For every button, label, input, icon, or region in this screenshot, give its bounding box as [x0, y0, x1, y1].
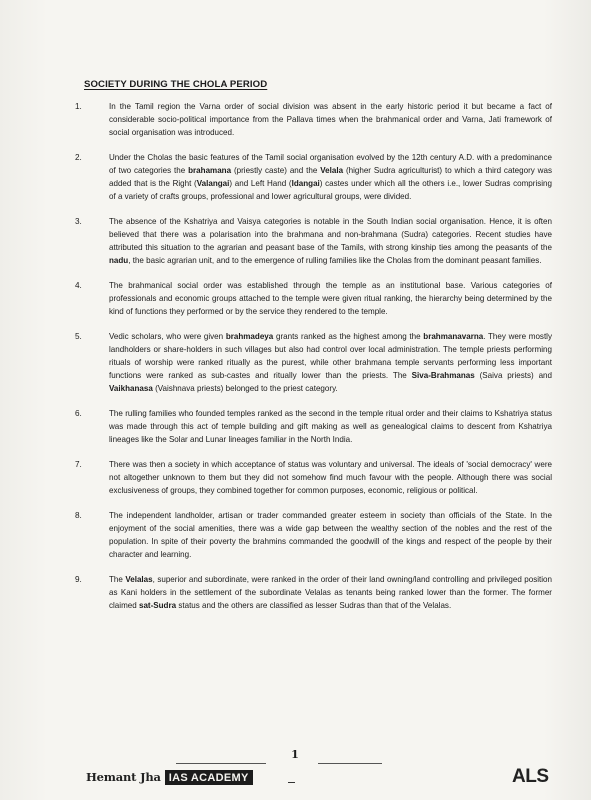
bold-term: sat-Sudra: [138, 601, 177, 610]
text-run: The independent landholder, artisan or trader commanded greater esteem in society than officials of the State. In the enjoyment of the social amenities, there was a wide gap between the wealthy section of the nobles and the rest of the population. In spite of their poverty the brahmins commanded the goodwill of the kings and respect of the people by their character and learning.: [109, 511, 552, 559]
text-run: Under the Cholas the basic features of the Tamil social organisation evolved by the 12th century A.D. with a predominance of two categories the: [109, 153, 552, 175]
page-title: SOCIETY DURING THE CHOLA PERIOD: [84, 79, 268, 90]
list-item: [72, 151, 552, 203]
item-number: 7.: [75, 460, 82, 469]
item-number: 8.: [75, 511, 82, 520]
item-number: 4.: [75, 281, 82, 290]
bold-term: Valangai: [196, 179, 230, 188]
item-text: [109, 281, 552, 316]
item-text: [109, 217, 552, 265]
text-run: The brahmanical social order was established through the temple as an institutional base. Various categories of professionals and economic groups attached to the temple were given ritual ranking, the hierarchy being determined by the kind of functions they performed or by the service they rendered to the temple.: [109, 281, 552, 316]
item-text: [109, 409, 552, 444]
bold-term: Velalas: [125, 575, 153, 584]
text-run: In the Tamil region the Varna order of social division was absent in the early historic period it but became a fact of considerable socio-political importance from the Pallava times when the brahmanical order and Varna, Jati framework of social organisation was introduced.: [109, 102, 552, 137]
item-text: [109, 102, 552, 137]
text-run: The: [109, 575, 126, 584]
list-item: [72, 509, 552, 561]
item-number: 1.: [75, 102, 82, 111]
bold-term: Siva-Brahmanas: [411, 371, 475, 380]
logo-box-text: IAS ACADEMY: [165, 770, 253, 785]
text-run: There was then a society in which acceptance of status was voluntary and universal. The ideals of 'social democracy' were not altogether unknown to them but they did not somehow find much favour with the people. Although there was social exclusiveness of groups, they combined together for common purposes, economic, religious or political.: [109, 460, 552, 495]
text-run: ) and Left Hand (: [229, 179, 292, 188]
item-number: 3.: [75, 217, 82, 226]
page-number: 1: [291, 748, 299, 761]
item-text: [109, 575, 552, 610]
text-run: grants ranked as the highest among the: [273, 332, 424, 341]
text-run: The rulling families who founded temples ranked as the second in the temple ritual order and their claims to Kshatriya status was made through this act of temple building and gift making as well as genealogical claims to descent from Kshatriya lineages like the Solar and Lunar lineages familiar in the North India.: [109, 409, 552, 444]
item-text: [109, 332, 552, 393]
text-run: (higher Sudra agriculturist) to which a third category was added that is the Right (: [109, 166, 552, 188]
text-run: ) castes under which all the others i.e., lower Sudras comprising of a variety of crafts groups, professional and lower agricultural groups, were divided.: [109, 179, 552, 201]
bold-term: Idangai: [291, 179, 320, 188]
item-number: 9.: [75, 575, 82, 584]
bold-term: brahamana: [188, 166, 232, 175]
list-item: [72, 100, 552, 139]
logo-name-text: Hemant Jha: [86, 770, 161, 784]
item-text: [109, 153, 552, 201]
bold-term: brahmadeya: [225, 332, 274, 341]
numbered-list: [72, 100, 552, 624]
bold-term: Velala: [320, 166, 344, 175]
footer-rule-left: [176, 763, 266, 764]
list-item: [72, 458, 552, 497]
footer-rule-right: [318, 763, 382, 764]
bold-term: brahmanavarna: [423, 332, 484, 341]
bold-term: Vaikhanasa: [109, 384, 153, 393]
item-text: [109, 511, 552, 559]
item-number: 6.: [75, 409, 82, 418]
text-run: , superior and subordinate, were ranked in the order of their land owning/land controlling and privileged position as Kani holders in the settlement of the subordinate Velalas as tenants being ranked lower than the former. The former claimed: [109, 575, 552, 610]
item-text: [109, 460, 552, 495]
list-item: [72, 215, 552, 267]
academy-logo: [86, 768, 253, 786]
item-number: 2.: [75, 153, 82, 162]
text-run: status and the others are classified as lesser Sudras than that of the Velalas.: [176, 601, 452, 610]
item-number: 5.: [75, 332, 82, 341]
list-item: [72, 573, 552, 612]
bold-term: nadu: [109, 256, 129, 265]
text-run: Vedic scholars, who were given: [109, 332, 226, 341]
als-brand-logo: ALS: [512, 766, 549, 787]
list-item: [72, 279, 552, 318]
list-item: [72, 330, 552, 395]
text-run: (priestly caste) and the: [231, 166, 321, 175]
text-run: The absence of the Kshatriya and Vaisya categories is notable in the South Indian social organisation. Hence, it is often believed that there was a polarisation into the brahmana and non-brahmana (Sudra) categories. Recent studies have attributed this situation to the agrarian and peasant base of the Tamils, with strong kinship ties among the peasants of the: [109, 217, 552, 252]
text-run: . They were mostly landholders or share-holders in such villages but also had control over local administration. The temple priests performing rituals of worship were ranked ritually as the purest, while other brahmana temple servants performing less important functions were ranked as sub-castes and ritually lower than the priests. The: [109, 332, 552, 380]
footer-dash: [288, 782, 295, 783]
text-run: (Vaishnava priests) belonged to the priest category.: [152, 384, 338, 393]
text-run: (Saiva priests) and: [474, 371, 552, 380]
text-run: , the basic agrarian unit, and to the emergence of rulling families like the Cholas from the dominant peasant families.: [128, 256, 542, 265]
list-item: [72, 407, 552, 446]
